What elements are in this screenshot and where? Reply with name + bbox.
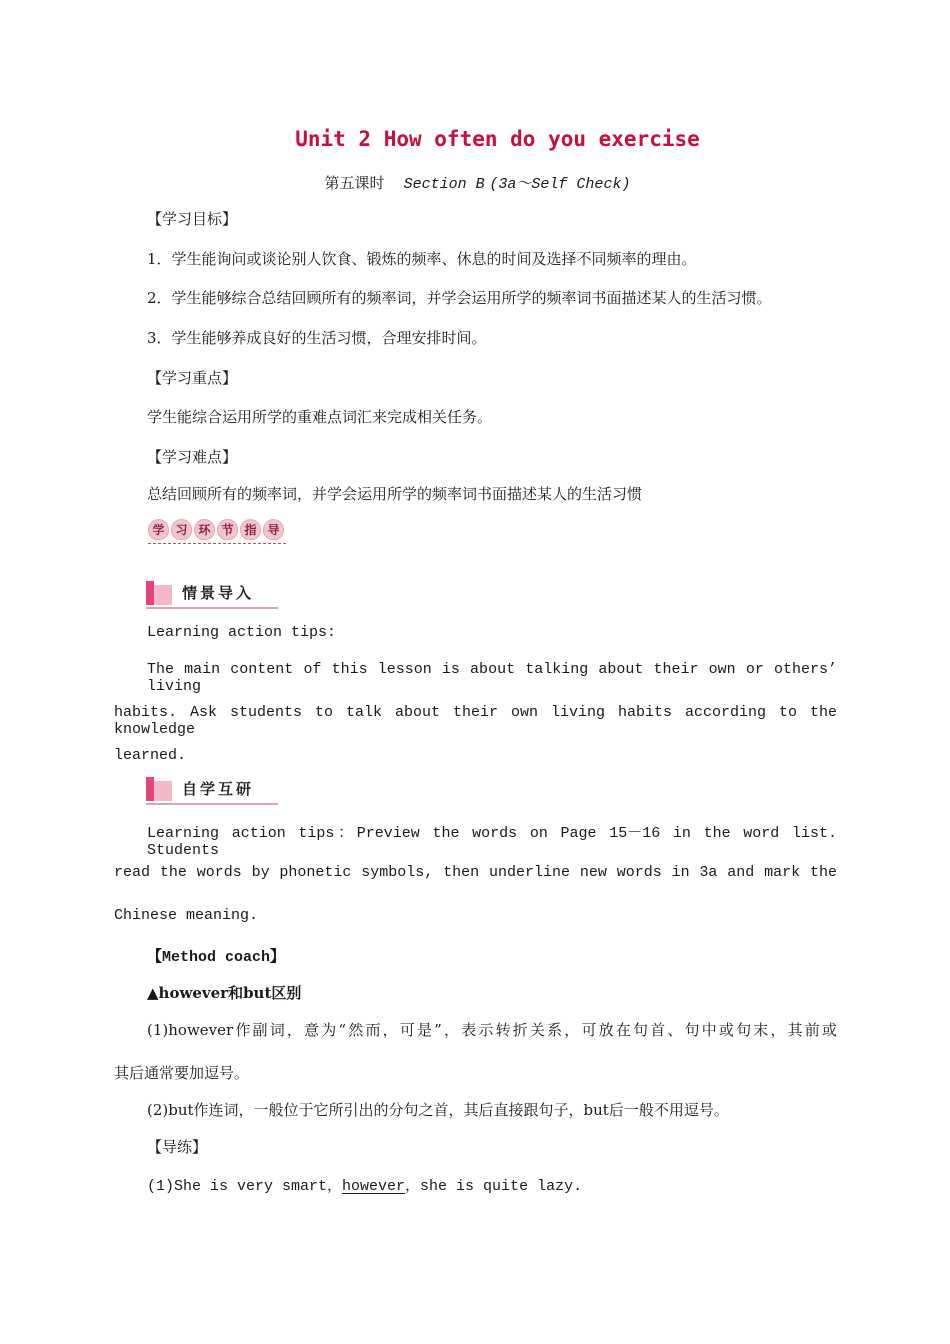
objectives-heading: 【学习目标】 — [147, 210, 238, 228]
page-title: Unit 2 How often do you exercise — [295, 127, 700, 151]
method-point-1-cont: 其后通常要加逗号。 — [114, 1064, 250, 1082]
guide-char: 导 — [263, 519, 284, 540]
guide-char: 学 — [148, 519, 169, 540]
section2-para-line: read the words by phonetic symbols, then underline new words in 3a and mark the — [114, 864, 837, 881]
difficulties-heading: 【学习难点】 — [147, 448, 238, 466]
section-tag-scenario — [146, 581, 278, 609]
lesson-subtitle — [0, 172, 950, 193]
objective-item-3: 3．学生能够养成良好的生活习惯，合理安排时间。 — [147, 329, 487, 347]
tag-accent-icon — [146, 777, 154, 801]
lesson-number: 第五课时 — [324, 174, 385, 192]
section2-para-line: Learning action tips：Preview the words on Page 15－16 in the word list. Students — [147, 825, 837, 859]
tag-underline — [146, 803, 278, 805]
practice-answer: however — [342, 1178, 406, 1195]
practice-item-text: ，she is quite lazy. — [405, 1178, 583, 1195]
method-subheading: ▲however和but区别 — [147, 984, 302, 1002]
section1-para-line: The main content of this lesson is about talking about their own or others’ living — [147, 661, 837, 695]
lesson-section: Section B — [403, 176, 485, 193]
section-tag-label: 情景导入 — [182, 584, 255, 602]
method-point-1: (1)however作副词，意为“然而，可是”，表示转折关系，可放在句首、句中或句末，其前或 — [147, 1021, 837, 1039]
guide-char: 环 — [194, 519, 215, 540]
section2-para-line: Chinese meaning. — [114, 907, 259, 924]
practice-item-1 — [147, 1174, 582, 1195]
practice-heading: 【导练】 — [147, 1138, 208, 1156]
objective-item-1: 1．学生能询问或谈论别人饮食、锻炼的频率、休息的时间及选择不同频率的理由。 — [147, 250, 697, 268]
section1-para-line: learned. — [114, 747, 187, 764]
objective-item-2: 2．学生能够综合总结回顾所有的频率词，并学会运用所学的频率词书面描述某人的生活习惯。 — [147, 289, 772, 307]
section1-tips-label: Learning action tips: — [147, 624, 337, 641]
section-tag-self-study — [146, 777, 278, 805]
method-point-2: (2)but作连词，一般位于它所引出的分句之首，其后直接跟句子，but后一般不用逗号。 — [147, 1101, 729, 1119]
guide-char: 习 — [171, 519, 192, 540]
tag-accent-icon — [154, 781, 172, 801]
tag-accent-icon — [146, 581, 154, 605]
practice-item-text: (1)She is very smart， — [147, 1178, 343, 1195]
tag-accent-icon — [154, 585, 172, 605]
method-coach-heading: 【Method coach】 — [147, 949, 286, 966]
guide-char: 指 — [240, 519, 261, 540]
lesson-range: (3a～Self Check) — [489, 176, 631, 193]
difficulties-text: 总结回顾所有的频率词，并学会运用所学的频率词书面描述某人的生活习惯 — [147, 485, 643, 503]
guide-char: 节 — [217, 519, 238, 540]
key-points-text: 学生能综合运用所学的重难点词汇来完成相关任务。 — [147, 408, 493, 426]
study-guide-banner — [148, 517, 286, 544]
section1-para-line: habits. Ask students to talk about their own living habits according to the knowledge — [114, 704, 837, 738]
section-tag-label: 自学互研 — [182, 780, 255, 798]
key-points-heading: 【学习重点】 — [147, 369, 238, 387]
tag-underline — [146, 607, 278, 609]
